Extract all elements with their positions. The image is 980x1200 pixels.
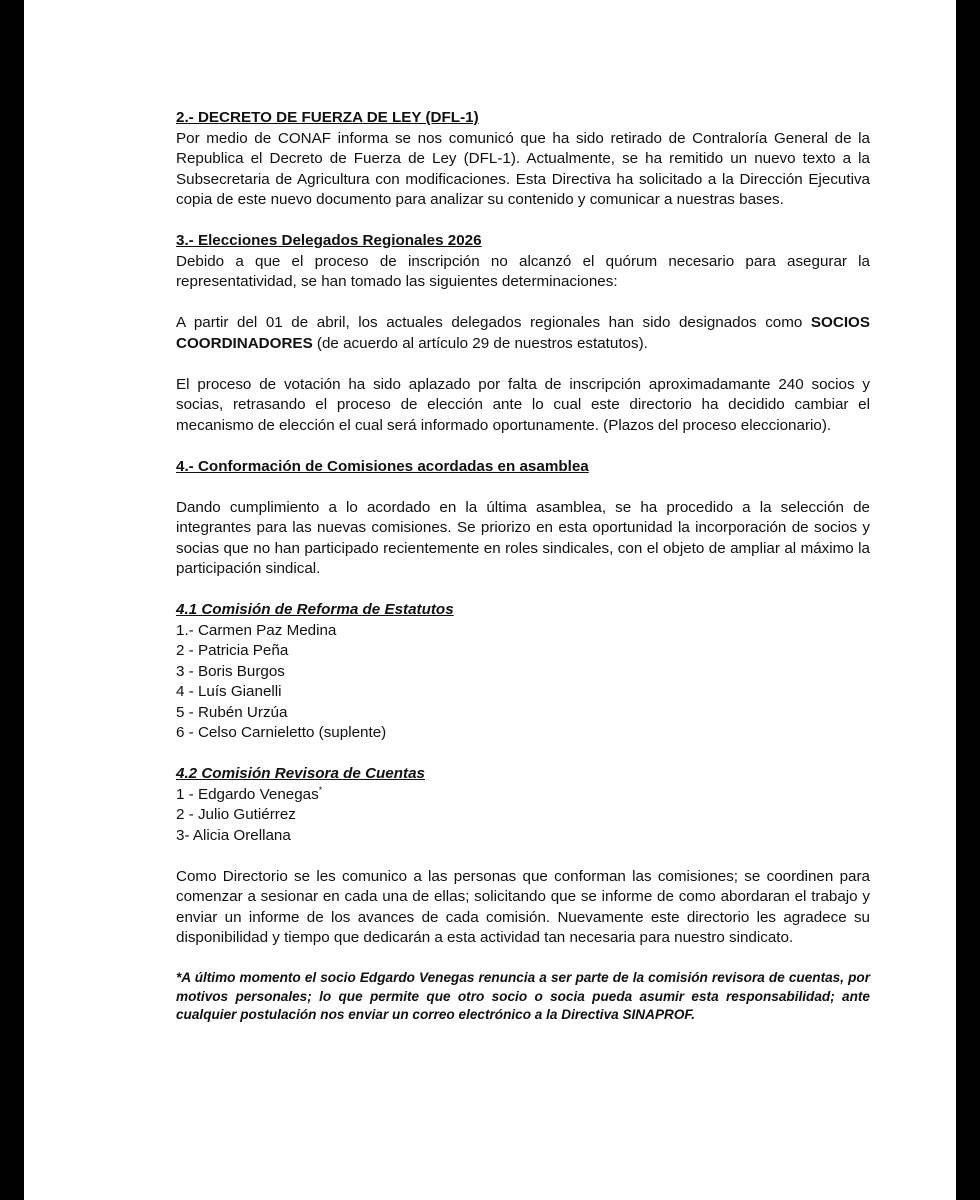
subheading-reforma-estatutos: 4.1 Comisión de Reforma de Estatutos [176,601,454,618]
paragraph-socios-coordinadores [176,313,870,354]
document-page [24,0,956,1200]
paragraph-comisiones: Dando cumplimiento a lo acordado en la última asamblea, se ha procedido a la selección de integrantes para las nuevas comisiones. Se priorizo en esta oportunidad la incorporación de socios y socias que no han participado recientemente en roles sindicales, con el objeto de ampliar al máximo la participación sindical. [176,498,870,577]
text-fragment: (de acuerdo al artículo 29 de nuestros estatutos). [312,334,648,352]
section-heading-dfl: 2.- DECRETO DE FUERZA DE LEY (DFL-1) [176,109,479,126]
member-name: 1 - Edgardo Venegas [176,785,319,803]
subheading-revisora-cuentas: 4.2 Comisión Revisora de Cuentas [176,765,425,782]
document-body [176,108,870,1025]
paragraph-closing: Como Directorio se les comunico a las personas que conforman las comisiones; se coordinen para comenzar a sesionar en cada una de ellas; solicitando que se informe de como abordaran el trabajo y enviar un informe de los avances de cada comisión. Nuevamente este directorio les agradece su disponibilidad y tiempo que dedicarán a esta actividad tan necesaria para nuestro sindicato. [176,867,870,946]
footnote: *A último momento el socio Edgardo Venegas renuncia a ser parte de la comisión revisora de cuentas, por motivos personales; lo que permite que otro socio o socia pueda asumir esta responsabilidad; ante cualquier postulación nos enviar un correo electrónico a la Directiva SINAPROF. [176,970,870,1022]
footnote-marker: * [318,784,323,795]
paragraph-elecciones-intro: Debido a que el proceso de inscripción no alcanzó el quórum necesario para asegurar la representatividad, se han tomado las siguientes determinaciones: [176,252,870,290]
section-heading-comisiones: 4.- Conformación de Comisiones acordadas en asamblea [176,457,589,475]
list-item: 6 - Celso Carnieletto (suplente) [176,724,387,741]
paragraph-votacion: El proceso de votación ha sido aplazado por falta de inscripción aproximadamante 240 socios y socias, retrasando el proceso de elección ante lo cual este directorio ha decidido cambiar el mecanismo de elección el cual será informado oportunamente. (Plazos del proceso eleccionario). [176,375,870,434]
paragraph-dfl: Por medio de CONAF informa se nos comunicó que ha sido retirado de Contraloría General de la Republica el Decreto de Fuerza de Ley (DFL-1). Actualmente, se ha remitido un nuevo texto a la Subsecretaria de Agricultura con modificaciones. Esta Directiva ha solicitado a la Dirección Ejecutiva copia de este nuevo documento para analizar su contenido y comunicar a nuestras bases. [176,129,870,208]
list-item: 3 - Boris Burgos [176,662,285,680]
text-fragment: A partir del 01 de abril, los actuales delegados regionales han sido designados como [176,314,811,331]
list-item: 3- Alicia Orellana [176,826,291,844]
bold-term: SOCIOS COORDINADORES [176,314,870,352]
list-item: 4 - Luís Gianelli [176,683,282,700]
list-item: 1.- Carmen Paz Medina [176,621,337,639]
list-item: 2 - Julio Gutiérrez [176,806,296,823]
list-item: 2 - Patricia Peña [176,642,289,659]
list-item: 5 - Rubén Urzúa [176,703,288,721]
list-item [176,785,870,806]
section-heading-elecciones: 3.- Elecciones Delegados Regionales 2026 [176,232,482,249]
